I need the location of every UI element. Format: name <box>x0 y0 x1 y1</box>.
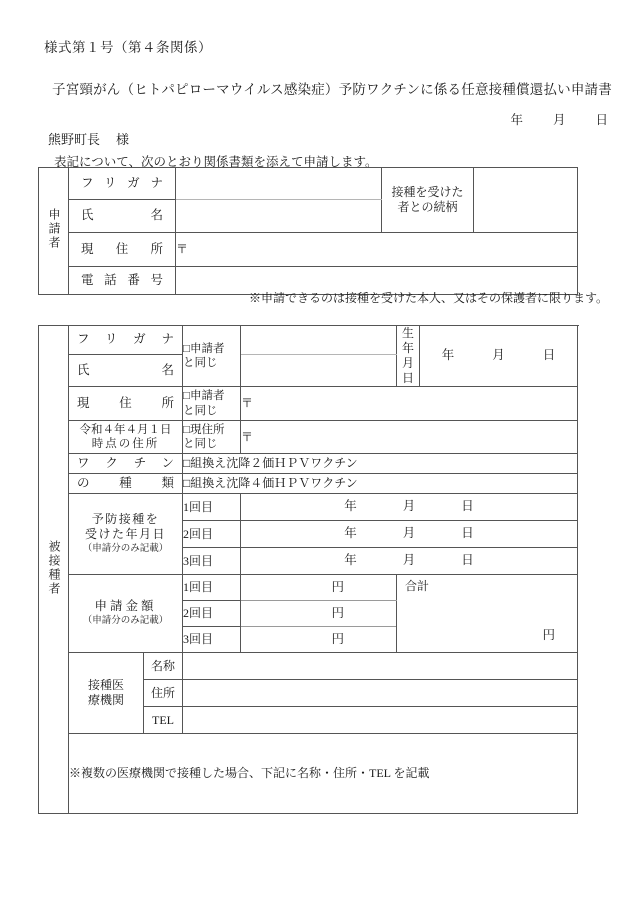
total-amount-input[interactable] <box>397 575 578 653</box>
currency-unit: 円 <box>331 631 345 646</box>
currency-unit: 円 <box>331 605 345 620</box>
dose-label-1: 1回目 <box>183 494 241 521</box>
vaccine-type-label-line2: の種類 <box>69 474 183 494</box>
addressee-honorific: 様 <box>116 132 130 147</box>
total-label: 合計 <box>405 579 430 593</box>
recipient-address-input[interactable] <box>241 387 578 421</box>
recipient-furigana-label: フリガナ <box>69 326 183 355</box>
applicant-side-label: 申請者 <box>39 168 69 295</box>
vaccination-date-input-1[interactable]: 年 月 日 <box>241 494 578 521</box>
applicant-name-input[interactable] <box>176 200 382 233</box>
recipient-furigana-input[interactable] <box>241 326 397 355</box>
submission-date-line <box>510 110 608 128</box>
applicant-address-label: 現住所 <box>69 233 176 267</box>
multi-institution-note: ※複数の医療機関で接種した場合、下記に名称・住所・TEL を記載 <box>69 766 430 780</box>
dose-label-2: 2回目 <box>183 521 241 548</box>
birth-date-input[interactable] <box>420 326 578 387</box>
postal-mark-icon: 〒 <box>241 396 254 410</box>
amount-label: 申請金額 （申請分のみ記載） <box>69 575 183 653</box>
day-label: 日 <box>595 113 608 127</box>
postal-mark-icon: 〒 <box>241 429 254 444</box>
recipient-name-label: 氏名 <box>69 355 183 387</box>
amount-input-1[interactable] <box>241 575 397 601</box>
birth-month-label: 月 <box>492 348 505 363</box>
applicant-furigana-input[interactable] <box>176 168 382 200</box>
institution-name-input[interactable] <box>183 653 578 680</box>
amount-input-3[interactable] <box>241 627 397 653</box>
institution-label: 接種医 療機関 <box>69 653 144 734</box>
intro-text: 表記について、次のとおり関係書類を添えて申請します。 <box>54 155 378 169</box>
institution-address-label: 住所 <box>144 680 183 707</box>
birth-year-label: 年 <box>441 348 455 363</box>
dose-label-3: 3回目 <box>183 548 241 575</box>
addressee-name: 熊野町長 <box>48 132 101 147</box>
addressee <box>48 129 129 148</box>
recipient-name-input[interactable] <box>241 355 397 387</box>
same-as-current-address-checkbox[interactable]: □現住所 と同じ <box>183 421 241 454</box>
reiwa-address-label: 令和４年４月１日 時点の住所 <box>69 421 183 454</box>
relation-label: 接種を受けた 者との続柄 <box>382 168 474 233</box>
vaccine-type-label-line1: ワクチン <box>69 454 183 474</box>
amount-dose-label-1: 1回目 <box>183 575 241 601</box>
recipient-table <box>38 325 578 814</box>
amount-dose-label-2: 2回目 <box>183 601 241 627</box>
postal-mark-icon: 〒 <box>176 242 189 256</box>
form-number: 様式第１号（第４条関係） <box>44 40 212 55</box>
applicant-address-input[interactable] <box>176 233 578 267</box>
currency-unit: 円 <box>331 579 345 594</box>
institution-tel-label: TEL <box>144 707 183 734</box>
multi-institution-note-area[interactable] <box>69 734 578 814</box>
applicant-phone-label: 電話番号 <box>69 267 176 295</box>
birth-date-label: 生年 月日 <box>397 326 420 387</box>
reiwa-address-input[interactable] <box>241 421 578 454</box>
applicant-furigana-label: フリガナ <box>69 168 176 200</box>
applicant-restriction-note: ※申請できるのは接種を受けた本人、又はその保護者に限ります。 <box>248 291 608 305</box>
institution-address-input[interactable] <box>183 680 578 707</box>
amount-input-2[interactable] <box>241 601 397 627</box>
institution-name-label: 名称 <box>144 653 183 680</box>
recipient-same-as-applicant-address-checkbox[interactable]: □申請者 と同じ <box>183 387 241 421</box>
recipient-address-label: 現住所 <box>69 387 183 421</box>
recipient-side-label: 被接種者 <box>39 326 69 814</box>
amount-dose-label-3: 3回目 <box>183 627 241 653</box>
vaccination-date-label: 予防接種を 受けた年月日 （申請分のみ記載） <box>69 494 183 575</box>
institution-tel-input[interactable] <box>183 707 578 734</box>
relation-input[interactable] <box>474 168 578 233</box>
vaccine-option-bivalent-checkbox[interactable]: □組換え沈降２価ＨＰＶワクチン <box>183 454 578 474</box>
total-currency-unit: 円 <box>542 628 556 642</box>
birth-day-label: 日 <box>542 348 556 363</box>
year-label: 年 <box>510 113 523 127</box>
page-title: 子宮頸がん（ヒトパピローマウイルス感染症）予防ワクチンに係る任意接種償還払い申請書 <box>52 82 612 97</box>
applicant-table <box>38 167 578 295</box>
applicant-name-label: 氏名 <box>69 200 176 233</box>
vaccine-option-quadrivalent-checkbox[interactable]: □組換え沈降４価ＨＰＶワクチン <box>183 474 578 494</box>
month-label: 月 <box>552 113 566 127</box>
recipient-same-as-applicant-name-checkbox[interactable]: □申請者 と同じ <box>183 326 241 387</box>
vaccination-date-input-3[interactable]: 年 月 日 <box>241 548 578 575</box>
vaccination-date-input-2[interactable]: 年 月 日 <box>241 521 578 548</box>
